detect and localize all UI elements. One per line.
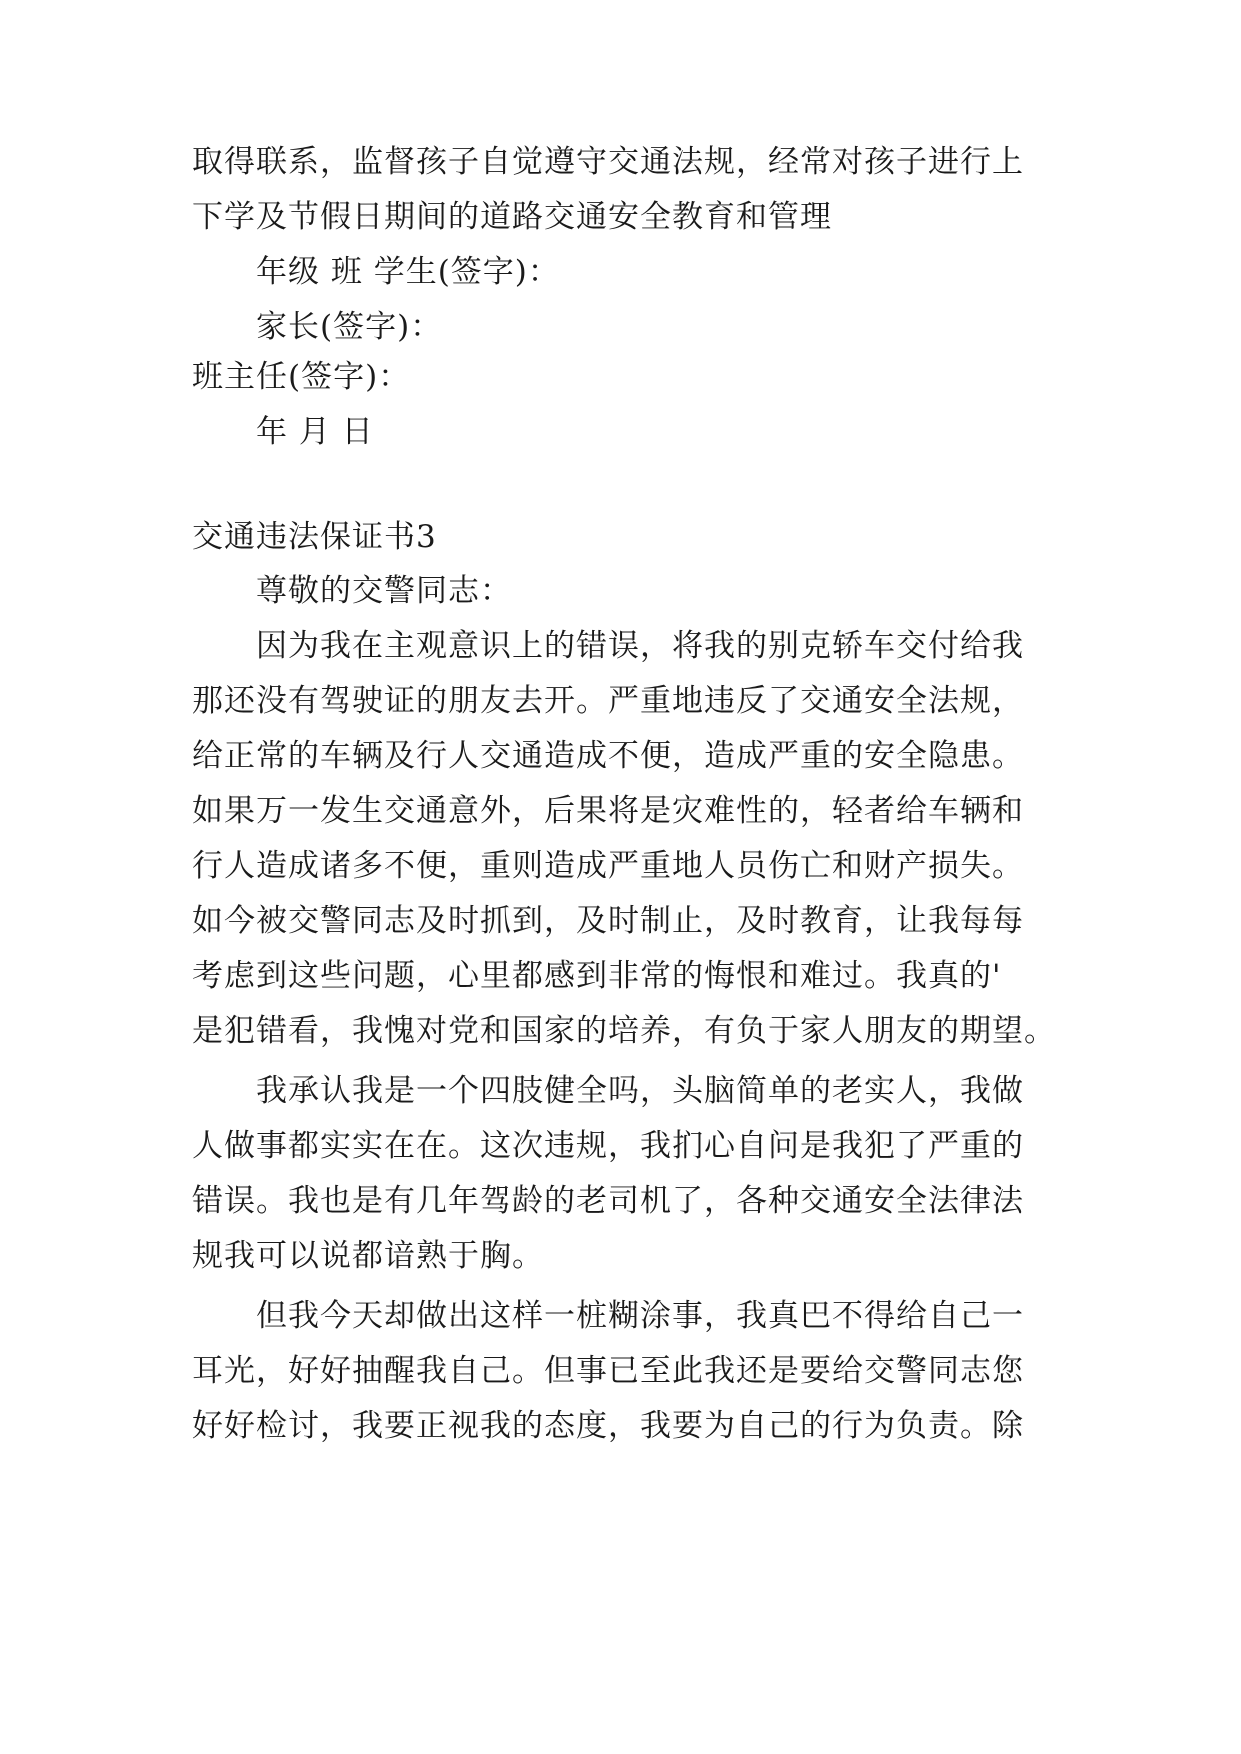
paragraph-line: 取得联系，监督孩子自觉遵守交通法规，经常对孩子进行上 — [192, 144, 1024, 180]
paragraph-line: 如果万一发生交通意外，后果将是灾难性的，轻者给车辆和 — [192, 793, 1024, 829]
paragraph-line: 我承认我是一个四肢健全吗，头脑简单的老实人，我做 — [256, 1073, 1024, 1109]
paragraph-line: 错误。我也是有几年驾龄的老司机了，各种交通安全法律法 — [192, 1183, 1024, 1219]
student-signature-line: 年级 班 学生(签字)： — [256, 254, 560, 290]
paragraph-line: 是犯错看，我愧对党和国家的培养，有负于家人朋友的期望。 — [192, 1013, 1056, 1049]
salutation: 尊敬的交警同志： — [256, 573, 512, 609]
paragraph-line: 但我今天却做出这样一桩糊涂事，我真巴不得给自己一 — [256, 1298, 1024, 1334]
paragraph-line: 下学及节假日期间的道路交通安全教育和管理 — [192, 199, 832, 235]
parent-signature-line: 家长(签字)： — [256, 309, 443, 345]
paragraph-line: 如今被交警同志及时抓到，及时制止，及时教育，让我每每 — [192, 903, 1024, 939]
paragraph-line: 给正常的车辆及行人交通造成不便，造成严重的安全隐患。 — [192, 738, 1024, 774]
paragraph-line: 好好检讨，我要正视我的态度，我要为自己的行为负责。除 — [192, 1408, 1024, 1444]
paragraph-line: 规我可以说都谙熟于胸。 — [192, 1238, 544, 1274]
date-line: 年 月 日 — [256, 414, 374, 450]
section-title: 交通违法保证书3 — [192, 519, 437, 555]
paragraph-line: 人做事都实实在在。这次违规，我扪心自问是我犯了严重的 — [192, 1128, 1024, 1164]
paragraph-line: 考虑到这些问题，心里都感到非常的悔恨和难过。我真的' — [192, 958, 1002, 994]
paragraph-line: 耳光，好好抽醒我自己。但事已至此我还是要给交警同志您 — [192, 1353, 1024, 1389]
paragraph-line: 那还没有驾驶证的朋友去开。严重地违反了交通安全法规， — [192, 683, 1024, 719]
teacher-signature-line: 班主任(签字)： — [192, 359, 411, 395]
paragraph-line: 行人造成诸多不便，重则造成严重地人员伤亡和财产损失。 — [192, 848, 1024, 884]
paragraph-line: 因为我在主观意识上的错误，将我的别克轿车交付给我 — [256, 628, 1024, 664]
